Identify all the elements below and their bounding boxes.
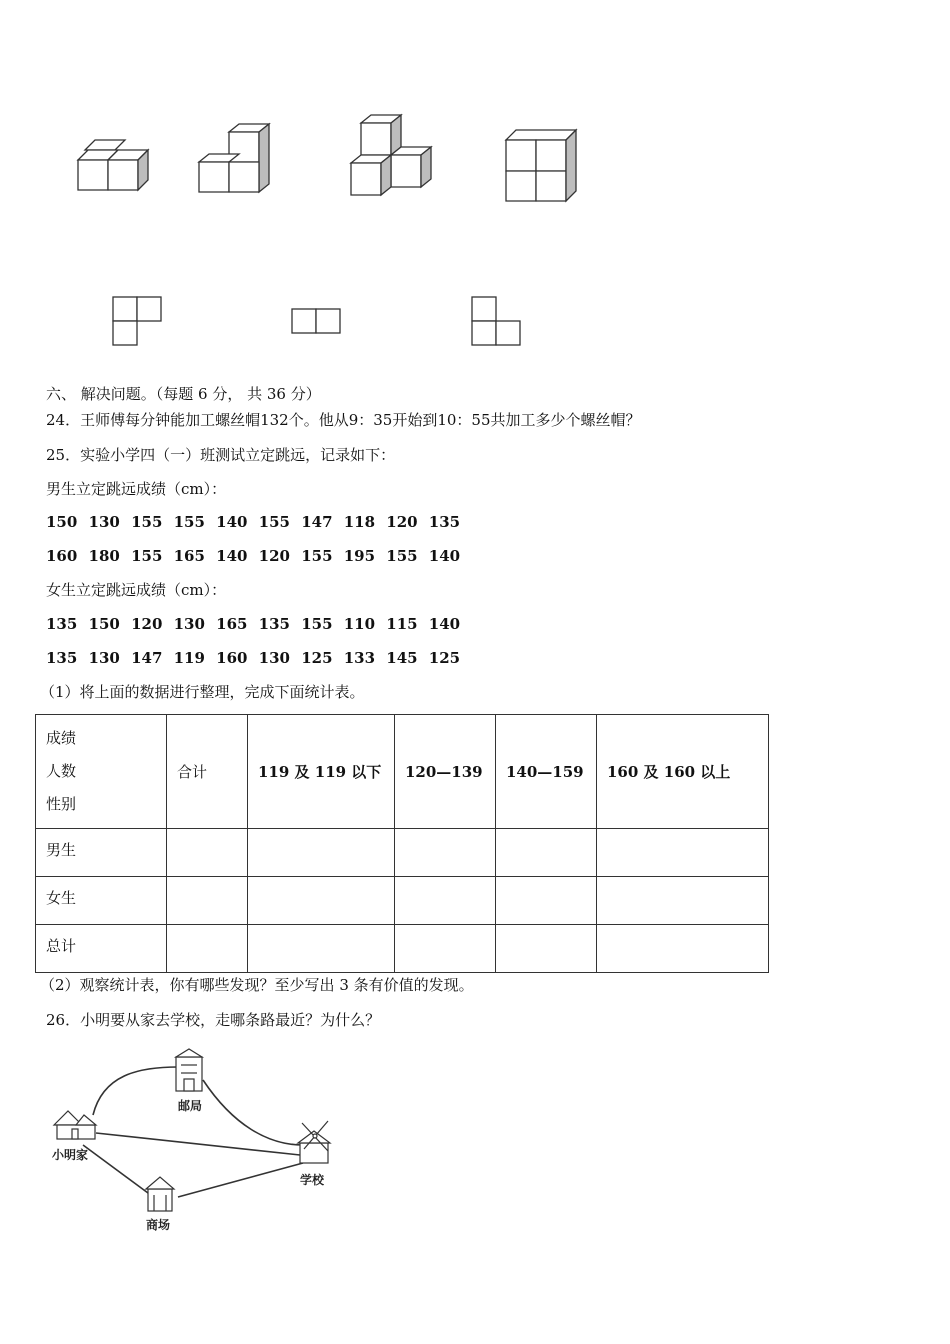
table-cell[interactable]: [597, 925, 769, 973]
mall-icon: [146, 1177, 174, 1211]
question-25-part-2: （2）观察统计表，你有哪些发现？至少写出 3 条有价值的发现。: [40, 976, 474, 994]
cube-figure-3: [349, 113, 439, 198]
boys-scores-row-2: 160 180 155 165 140 120 155 195 155 140: [46, 547, 461, 565]
home-icon: [54, 1111, 96, 1139]
table-cell[interactable]: [167, 877, 248, 925]
boys-scores-row-1: 150 130 155 155 140 155 147 118 120 135: [46, 513, 461, 531]
column-header-160-above: 160 及 160 以上: [597, 715, 769, 829]
table-cell[interactable]: [248, 829, 395, 877]
table-row: [36, 829, 769, 877]
corner-label-gender: 性别: [46, 795, 77, 813]
table-cell[interactable]: [496, 925, 597, 973]
table-cell[interactable]: [597, 829, 769, 877]
table-cell[interactable]: [496, 829, 597, 877]
path-home-to-school: [96, 1133, 300, 1155]
table-cell[interactable]: [597, 877, 769, 925]
label-school: 学校: [300, 1173, 325, 1187]
cube-figure-4: [504, 128, 584, 208]
girls-label: 女生立定跳远成绩（cm）：: [46, 581, 227, 599]
corner-label-count: 人数: [46, 762, 77, 780]
question-24: 24．王师傅每分钟能加工螺丝帽132个。他从9：35开始到10：55共加工多少个螺丝帽？: [46, 411, 641, 429]
route-map: [48, 1045, 348, 1245]
path-mall-to-school: [178, 1163, 303, 1197]
view-shape-2: [291, 308, 343, 336]
table-cell[interactable]: [395, 925, 496, 973]
label-mall: 商场: [146, 1218, 171, 1232]
table-header-row: [36, 715, 769, 829]
girls-scores-row-1: 135 150 120 130 165 135 155 110 115 140: [46, 615, 461, 633]
path-home-to-mall: [83, 1145, 148, 1193]
path-post-office-to-school: [203, 1080, 303, 1145]
table-cell[interactable]: [395, 877, 496, 925]
table-cell[interactable]: [248, 925, 395, 973]
label-home: 小明家: [52, 1148, 89, 1162]
table-cell[interactable]: [248, 877, 395, 925]
cube-figure-1: [75, 138, 155, 198]
statistics-table: [35, 714, 769, 973]
view-shape-3: [471, 296, 523, 348]
question-25-part-1: （1）将上面的数据进行整理，完成下面统计表。: [40, 683, 365, 701]
table-cell[interactable]: [395, 829, 496, 877]
column-header-120-139: 120—139: [395, 715, 496, 829]
cube-figure-2: [197, 122, 277, 197]
path-home-to-post-office: [93, 1067, 178, 1115]
girls-scores-row-2: 135 130 147 119 160 130 125 133 145 125: [46, 649, 461, 667]
question-26: 26．小明要从家去学校，走哪条路最近？为什么？: [46, 1011, 381, 1029]
section-heading: 六、 解决问题。（每题 6 分， 共 36 分）: [46, 385, 321, 403]
column-header-total: 合计: [167, 715, 248, 829]
table-cell[interactable]: [496, 877, 597, 925]
school-icon: [298, 1121, 330, 1163]
corner-label-score: 成绩: [46, 729, 77, 747]
post-office-icon: [176, 1049, 202, 1091]
row-label-total: 总计: [36, 925, 167, 973]
question-25-intro: 25．实验小学四（一）班测试立定跳远，记录如下：: [46, 446, 396, 464]
row-label-girls: 女生: [36, 877, 167, 925]
table-row: [36, 877, 769, 925]
boys-label: 男生立定跳远成绩（cm）：: [46, 480, 227, 498]
table-cell[interactable]: [167, 925, 248, 973]
table-corner-cell: [36, 715, 167, 829]
table-cell[interactable]: [167, 829, 248, 877]
table-row: [36, 925, 769, 973]
column-header-119-below: 119 及 119 以下: [248, 715, 395, 829]
label-post-office: 邮局: [178, 1099, 203, 1113]
row-label-boys: 男生: [36, 829, 167, 877]
column-header-140-159: 140—159: [496, 715, 597, 829]
view-shape-1: [112, 296, 164, 348]
